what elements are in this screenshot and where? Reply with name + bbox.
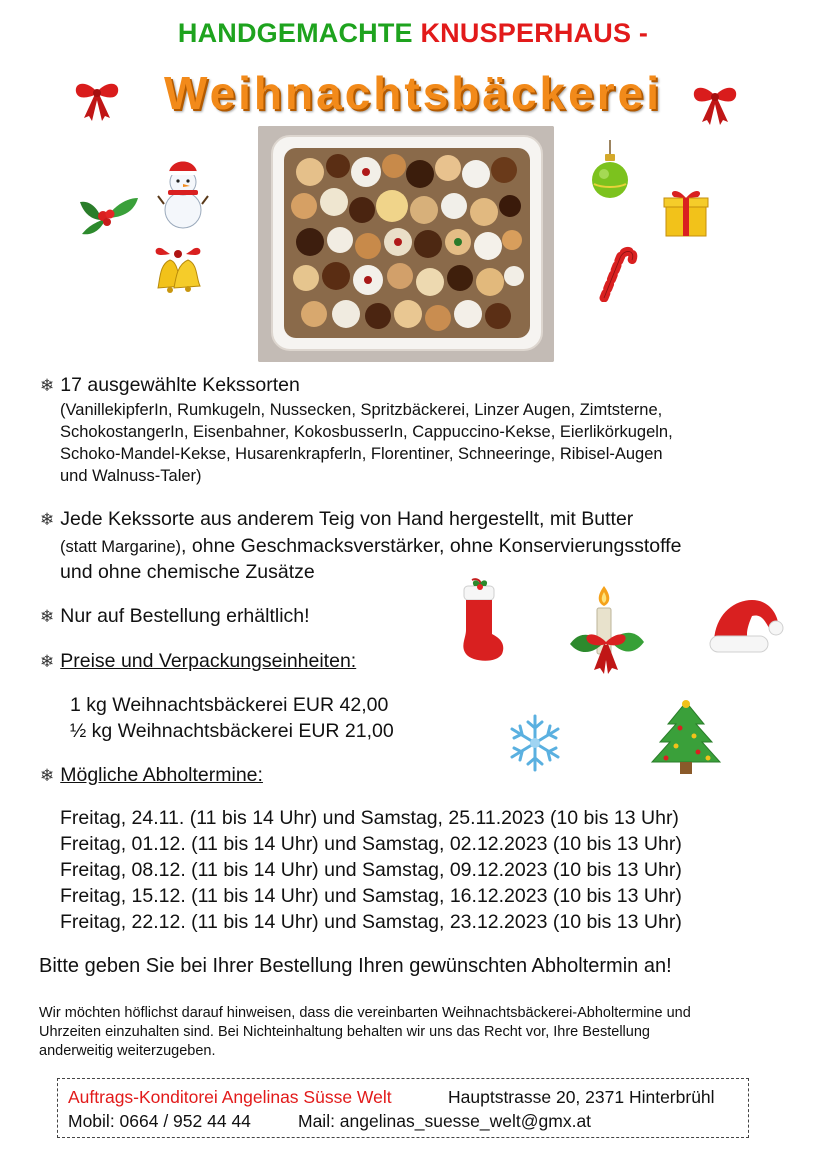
bullet-pickup	[40, 762, 263, 789]
candle-icon	[566, 584, 648, 674]
bullet-handmade	[40, 506, 633, 533]
business-mail: Mail: angelinas_suesse_welt@gmx.at	[298, 1111, 592, 1131]
snowman-icon	[156, 156, 210, 232]
bells-icon	[150, 242, 206, 298]
price-halfkg: ½ kg Weihnachtsbäckerei EUR 21,00	[70, 720, 394, 742]
contact-box	[57, 1078, 749, 1138]
bullet-order-only	[40, 603, 310, 630]
prices-heading: Preise und Verpackungseinheiten:	[60, 650, 357, 672]
handmade-rest: , ohne Geschmacksverstärker, ohne Konservierungsstoffe	[181, 535, 682, 557]
page-title: Weihnachtsbäckerei	[163, 67, 662, 119]
kekssorten-line: (VanillekipferIn, Rumkugeln, Nussecken, Spritzbäckerei, Linzer Augen, Zimtsterne,	[60, 401, 663, 419]
snowflake-bullet-icon: ❄	[40, 652, 55, 672]
kekssorten-line: SchokostangerIn, Eisenbahner, KokosbusserIn, Cappuccino-Kekse, Eierlikörkugeln,	[60, 423, 673, 441]
bullet-handmade-line3: und ohne chemische Zusätze	[60, 561, 315, 583]
holly-icon	[76, 184, 142, 246]
cookie-photo	[258, 126, 554, 362]
prices-list	[70, 692, 394, 744]
bullet-kekssorten	[40, 372, 300, 399]
ornament-icon	[590, 140, 630, 202]
snowflake-bullet-icon: ❄	[40, 510, 55, 530]
bullet-handmade-head: Jede Kekssorte aus anderem Teig von Hand hergestellt, mit Butter	[60, 508, 634, 530]
snowflake-bullet-icon: ❄	[40, 766, 55, 786]
business-address: Hauptstrasse 20, 2371 Hinterbrühl	[448, 1087, 715, 1107]
price-1kg: 1 kg Weihnachtsbäckerei EUR 42,00	[70, 694, 389, 716]
notice-text	[39, 1004, 691, 1061]
bullet-kekssorten-head: 17 ausgewählte Kekssorten	[60, 374, 300, 396]
snowflake-icon	[506, 712, 564, 774]
notice-line: Uhrzeiten einzuhalten sind. Bei Nichteinhaltung behalten wir uns das Recht vor, Ihre Bestellung	[39, 1024, 650, 1040]
pickup-date-row: Freitag, 22.12. (11 bis 14 Uhr) und Samstag, 23.12.2023 (10 bis 13 Uhr)	[60, 911, 682, 933]
notice-line: Wir möchten höflichst darauf hinweisen, dass die vereinbarten Weihnachtsbäckerei-Abholtermine und	[39, 1005, 691, 1021]
kekssorten-line: und Walnuss-Taler)	[60, 467, 202, 485]
snowflake-bullet-icon: ❄	[40, 376, 55, 396]
gift-icon	[662, 186, 710, 238]
bullet-prices	[40, 648, 356, 675]
bow-icon	[72, 76, 122, 122]
kekssorten-line: Schoko-Mandel-Kekse, Husarenkrapferln, Florentiner, Schneeringe, Ribisel-Augen	[60, 445, 663, 463]
pickup-date-row: Freitag, 08.12. (11 bis 14 Uhr) und Samstag, 09.12.2023 (10 bis 13 Uhr)	[60, 859, 682, 881]
header-knusperhaus: KNUSPERHAUS -	[420, 18, 649, 48]
request-line: Bitte geben Sie bei Ihrer Bestellung Ihren gewünschten Abholtermin an!	[39, 955, 672, 977]
pickup-date-row: Freitag, 15.12. (11 bis 14 Uhr) und Samstag, 16.12.2023 (10 bis 13 Uhr)	[60, 885, 682, 907]
santa-hat-icon	[708, 594, 784, 656]
pickup-dates	[60, 805, 682, 935]
notice-line: anderweitig weiterzugeben.	[39, 1043, 216, 1059]
order-only-text: Nur auf Bestellung erhältlich!	[60, 605, 310, 627]
header-handgemachte: HANDGEMACHTE	[177, 18, 413, 48]
christmas-tree-icon	[650, 698, 722, 776]
pickup-date-row: Freitag, 24.11. (11 bis 14 Uhr) und Samstag, 25.11.2023 (10 bis 13 Uhr)	[60, 807, 679, 829]
bullet-handmade-line2	[60, 533, 681, 560]
business-name: Auftrags-Konditorei Angelinas Süsse Welt	[68, 1087, 392, 1107]
pickup-heading: Mögliche Abholtermine:	[60, 764, 263, 786]
pickup-date-row: Freitag, 01.12. (11 bis 14 Uhr) und Samstag, 02.12.2023 (10 bis 13 Uhr)	[60, 833, 682, 855]
bow-icon	[690, 80, 740, 126]
candy-cane-icon	[592, 242, 640, 302]
header-line	[0, 18, 826, 49]
cookie-tray-image	[258, 126, 554, 362]
snowflake-bullet-icon: ❄	[40, 607, 55, 627]
margarine-note: (statt Margarine)	[60, 538, 182, 556]
kekssorten-list	[60, 399, 673, 487]
stocking-icon	[452, 578, 508, 664]
business-mobile: Mobil: 0664 / 952 44 44	[68, 1111, 251, 1131]
